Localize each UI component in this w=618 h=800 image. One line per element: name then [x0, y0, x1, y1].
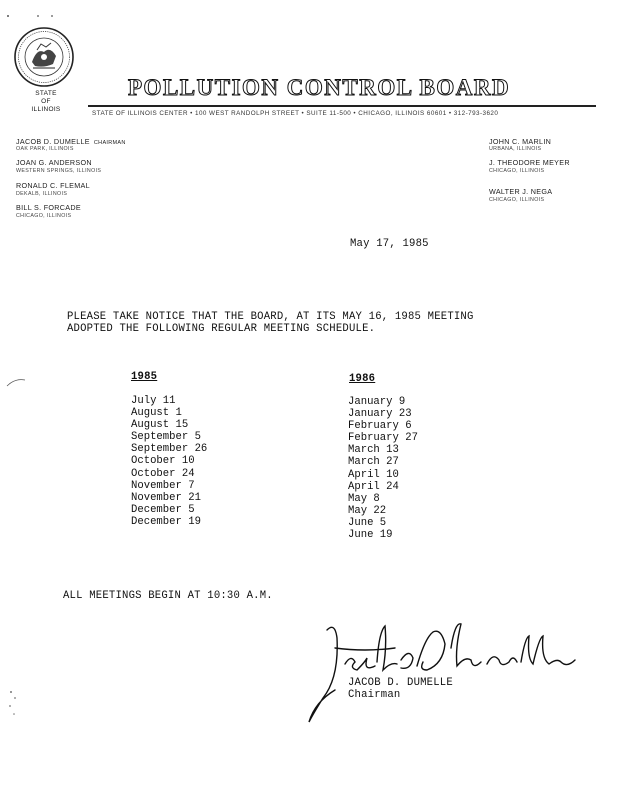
- meeting-date: December 19: [131, 515, 201, 528]
- member-city: OAK PARK, ILLINOIS: [16, 146, 74, 152]
- member-city: CHICAGO, ILLINOIS: [16, 213, 72, 219]
- scan-mark-icon: [6, 688, 20, 720]
- signatory-title: Chairman: [348, 689, 401, 701]
- signatory-name: JACOB D. DUMELLE: [348, 677, 453, 689]
- scan-mark-icon: [5, 376, 29, 388]
- meeting-date: November 21: [131, 491, 201, 504]
- member-name-text: JACOB D. DUMELLE: [16, 137, 90, 146]
- meeting-date: March 13: [348, 444, 399, 457]
- member-title: CHAIRMAN: [93, 140, 126, 146]
- meeting-date: May 8: [348, 492, 380, 505]
- meeting-date: February 6: [348, 420, 412, 433]
- scan-dots-icon: [6, 12, 56, 20]
- schedule-1985-heading: 1985: [131, 371, 158, 383]
- member-city: DEKALB, ILLINOIS: [16, 191, 68, 197]
- meeting-date: February 27: [348, 432, 418, 445]
- member-name: J. THEODORE MEYER: [489, 158, 570, 167]
- meeting-date: August 15: [131, 419, 189, 432]
- letter-date: May 17, 1985: [350, 238, 429, 250]
- schedule-1986-list: [348, 396, 418, 541]
- meeting-date: October 24: [131, 467, 195, 480]
- member-name: WALTER J. NEGA: [489, 187, 553, 196]
- meeting-date: October 10: [131, 455, 195, 468]
- meeting-time-note: ALL MEETINGS BEGIN AT 10:30 A.M.: [63, 590, 273, 602]
- member-name: JOAN G. ANDERSON: [16, 158, 92, 167]
- schedule-1986-heading: 1986: [349, 373, 376, 385]
- state-of-illinois-label: STATE OF ILLINOIS: [31, 90, 61, 113]
- meeting-date: June 19: [348, 529, 393, 542]
- notice-line-1: PLEASE TAKE NOTICE THAT THE BOARD, AT ITS MAY 16, 1985 MEETING: [67, 311, 474, 323]
- meeting-date: November 7: [131, 479, 195, 492]
- member-city: WESTERN SPRINGS, ILLINOIS: [16, 168, 102, 174]
- state-seal-icon: [13, 26, 75, 88]
- notice-line-2: ADOPTED THE FOLLOWING REGULAR MEETING SCHEDULE.: [67, 323, 376, 335]
- schedule-1985-list: [131, 395, 207, 528]
- meeting-date: January 9: [348, 396, 406, 408]
- meeting-date: March 27: [348, 456, 399, 469]
- member-city: URBANA, ILLINOIS: [489, 146, 542, 152]
- meeting-date: August 1: [131, 407, 182, 420]
- meeting-date: June 5: [348, 516, 387, 529]
- member-name: BILL S. FORCADE: [16, 203, 81, 212]
- letterhead-divider: [88, 105, 596, 107]
- member-city: CHICAGO, ILLINOIS: [489, 197, 545, 203]
- member-name: [16, 137, 126, 146]
- meeting-date: July 11: [131, 395, 176, 407]
- meeting-date: April 24: [348, 480, 399, 493]
- meeting-date: September 26: [131, 443, 208, 456]
- member-name: RONALD C. FLEMAL: [16, 181, 90, 190]
- letterhead-address: STATE OF ILLINOIS CENTER • 100 WEST RANDOLPH STREET • SUITE 11-500 • CHICAGO, ILLINOIS 60601 • 312-793-3620: [92, 110, 499, 117]
- meeting-date: May 22: [348, 504, 387, 517]
- member-name: JOHN C. MARLIN: [489, 137, 552, 146]
- member-city: CHICAGO, ILLINOIS: [489, 168, 545, 174]
- organization-name: POLLUTION CONTROL BOARD: [128, 75, 511, 100]
- meeting-date: January 23: [348, 408, 412, 421]
- handwritten-signature: [305, 618, 580, 728]
- meeting-date: December 5: [131, 503, 195, 516]
- meeting-date: September 5: [131, 431, 201, 444]
- meeting-date: April 10: [348, 468, 399, 481]
